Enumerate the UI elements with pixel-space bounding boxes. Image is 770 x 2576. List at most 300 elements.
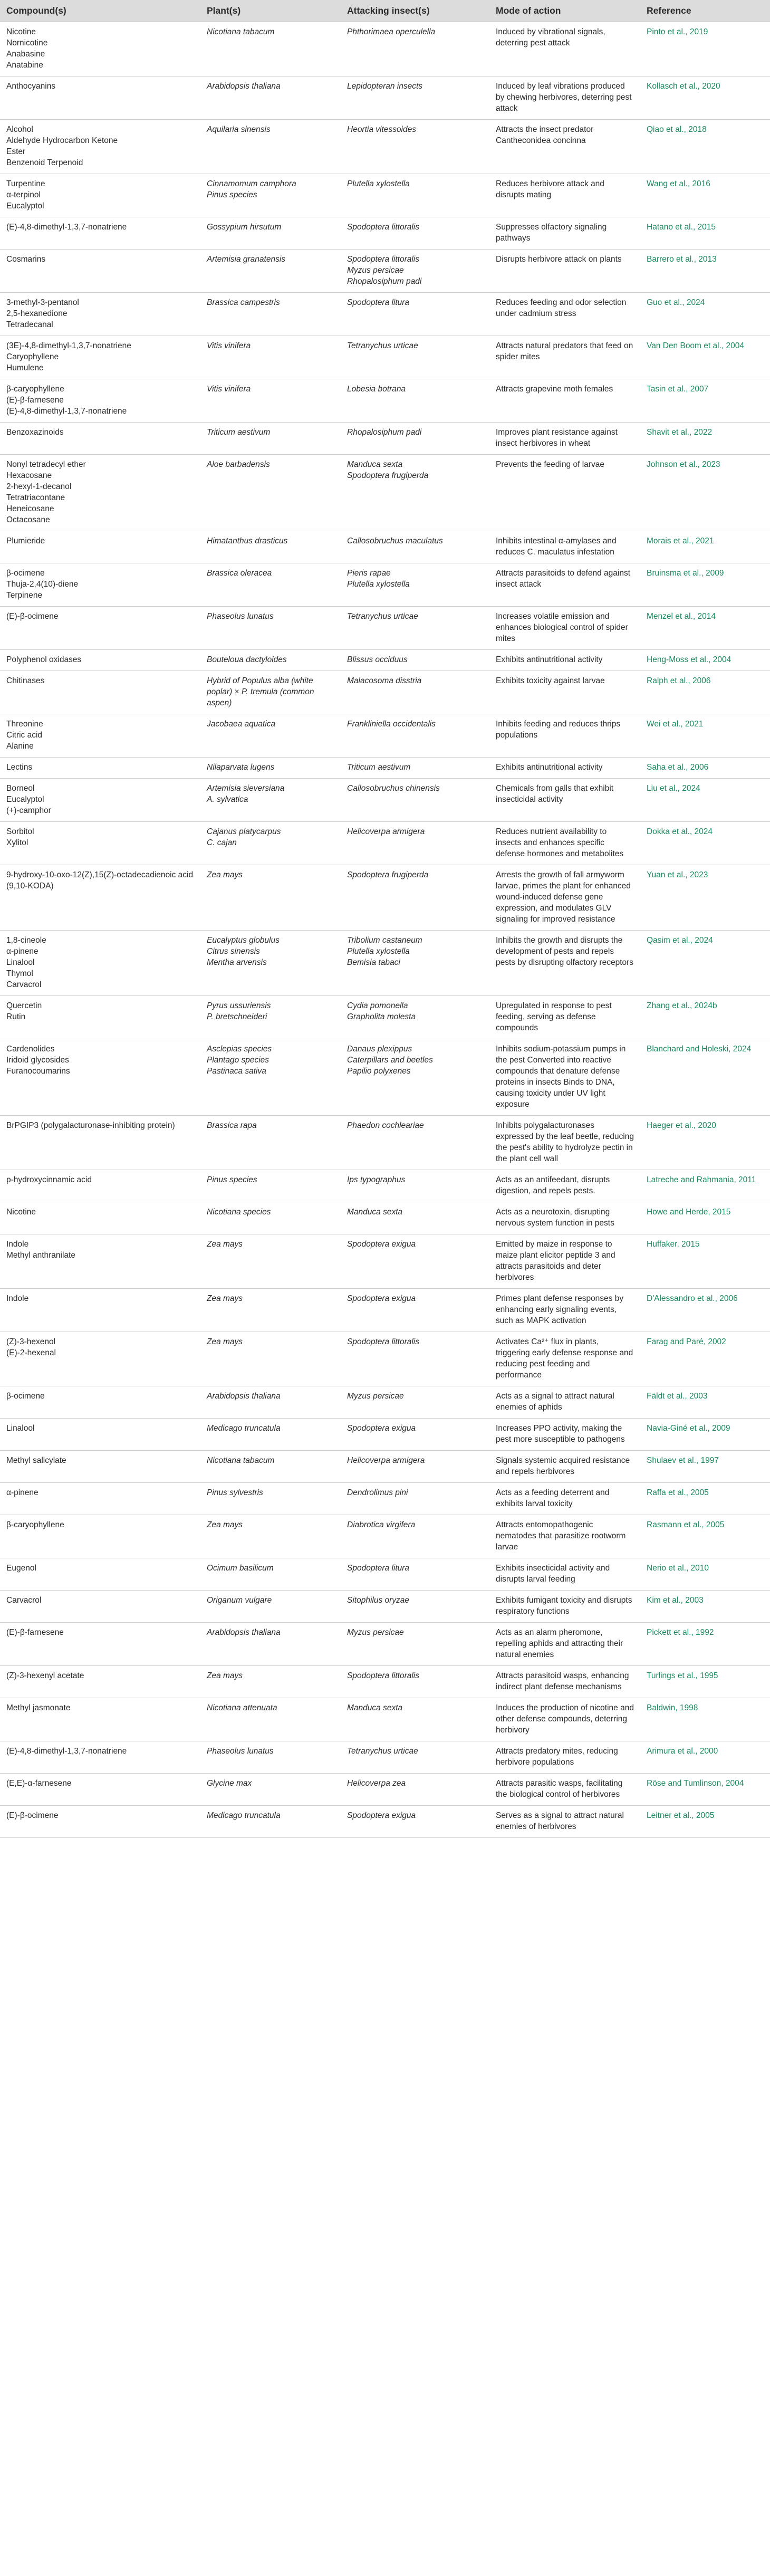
reference-link[interactable]: Van Den Boom et al., 2004 (647, 341, 744, 350)
cell-insects (341, 120, 489, 174)
reference-link[interactable]: Arimura et al., 2000 (647, 1747, 718, 1756)
reference-link[interactable]: Shavit et al., 2022 (647, 428, 713, 437)
cell-plants-line: Jacobaea aquatica (207, 720, 276, 729)
cell-plants (200, 758, 341, 779)
cell-compounds-line: Indole (6, 1240, 29, 1249)
cell-plants-line: Brassica oleracea (207, 569, 272, 578)
table-row (0, 250, 770, 293)
cell-plants-line: Phaseolus lunatus (207, 612, 274, 621)
cell-insects-line: Spodoptera littoralis (347, 1337, 419, 1346)
cell-compounds-line: Aldehyde Hydrocarbon Ketone (6, 136, 118, 145)
table-row (0, 671, 770, 714)
cell-plants (200, 1741, 341, 1774)
cell-plants-line: Himatanthus drasticus (207, 537, 288, 545)
table-row (0, 1234, 770, 1289)
cell-plants (200, 1039, 341, 1116)
cell-insects-line: Heortia vitessoides (347, 125, 416, 134)
cell-compounds-line: 9-hydroxy-10-oxo-12(Z),15(Z)-octadecadienoic acid (9,10-KODA) (6, 870, 194, 890)
cell-insects (341, 607, 489, 650)
cell-plants-line: C. cajan (207, 838, 237, 847)
cell-reference (640, 779, 770, 822)
cell-plants (200, 1483, 341, 1515)
cell-insects-line: Spodoptera exigua (347, 1424, 416, 1433)
cell-insects (341, 1202, 489, 1234)
cell-compounds-line: (3E)-4,8-dimethyl-1,3,7-nonatriene (6, 341, 131, 350)
cell-plants-line: Origanum vulgare (207, 1596, 272, 1605)
cell-insects (341, 1774, 489, 1806)
cell-plants-line: Aloe barbadensis (207, 460, 270, 469)
cell-compounds-line: Plumieride (6, 537, 45, 545)
cell-insects-line: Pieris rapae (347, 569, 391, 578)
cell-compounds (0, 714, 200, 758)
cell-insects (341, 1558, 489, 1591)
cell-insects (341, 1591, 489, 1623)
cell-plants (200, 779, 341, 822)
cell-insects-line: Spodoptera exigua (347, 1294, 416, 1303)
table-row (0, 1741, 770, 1774)
cell-plants-line: Zea mays (207, 1520, 243, 1529)
table-row (0, 1451, 770, 1483)
cell-plants (200, 1332, 341, 1386)
cell-reference (640, 76, 770, 120)
cell-plants (200, 1774, 341, 1806)
cell-insects (341, 1666, 489, 1698)
cell-insects (341, 671, 489, 714)
cell-reference (640, 1698, 770, 1741)
cell-plants (200, 822, 341, 865)
cell-mode: Attracts the insect predator Cantheconidea concinna (489, 120, 640, 174)
cell-compounds-line: (E)-4,8-dimethyl-1,3,7-nonatriene (6, 407, 127, 416)
reference-link[interactable]: D'Alessandro et al., 2006 (647, 1294, 738, 1303)
cell-compounds (0, 76, 200, 120)
cell-compounds-line: (E)-4,8-dimethyl-1,3,7-nonatriene (6, 223, 127, 232)
cell-mode: Induced by vibrational signals, deterring pest attack (489, 22, 640, 76)
cell-compounds (0, 423, 200, 455)
cell-compounds-line: 2,5-hexanedione (6, 309, 68, 318)
cell-plants (200, 217, 341, 250)
cell-insects-line: Tetranychus urticae (347, 612, 418, 621)
table-row (0, 1558, 770, 1591)
cell-compounds-line: Eucalyptol (6, 202, 44, 210)
cell-mode: Acts as an antifeedant, disrupts digestion, and repels pests. (489, 1170, 640, 1202)
cell-plants-line: Pinus sylvestris (207, 1488, 263, 1497)
cell-plants-line: Brassica rapa (207, 1121, 257, 1130)
cell-plants-line: Gossypium hirsutum (207, 223, 282, 232)
table-row (0, 563, 770, 607)
reference-link[interactable]: Wei et al., 2021 (647, 720, 704, 729)
reference-link[interactable]: Ralph et al., 2006 (647, 676, 711, 685)
cell-mode: Induced by leaf vibrations produced by chewing herbivores, deterring pest attack (489, 76, 640, 120)
cell-insects (341, 217, 489, 250)
cell-reference (640, 1483, 770, 1515)
cell-plants-line: Ocimum basilicum (207, 1564, 274, 1573)
cell-insects-line: Tetranychus urticae (347, 341, 418, 350)
table-body (0, 22, 770, 1838)
cell-compounds (0, 1483, 200, 1515)
table-row (0, 1170, 770, 1202)
table-row (0, 423, 770, 455)
cell-mode: Inhibits polygalacturonases expressed by the leaf beetle, reducing the pest's ability to hydrolyze pectin in the plant cell wall (489, 1116, 640, 1170)
cell-plants (200, 1623, 341, 1666)
cell-insects (341, 379, 489, 423)
cell-insects (341, 1483, 489, 1515)
table-header-row (0, 0, 770, 22)
reference-link[interactable]: Tasin et al., 2007 (647, 385, 709, 394)
reference-link[interactable]: Johnson et al., 2023 (647, 460, 720, 469)
cell-mode: Attracts parasitoids to defend against insect attack (489, 563, 640, 607)
cell-insects-line: Sitophilus oryzae (347, 1596, 410, 1605)
cell-compounds (0, 1419, 200, 1451)
cell-plants-line: Mentha arvensis (207, 958, 267, 967)
cell-compounds (0, 1666, 200, 1698)
cell-reference (640, 22, 770, 76)
reference-link[interactable]: Yuan et al., 2023 (647, 870, 708, 879)
cell-insects-line: Tetranychus urticae (347, 1747, 418, 1756)
cell-insects (341, 822, 489, 865)
reference-link[interactable]: Turlings et al., 1995 (647, 1671, 718, 1680)
cell-insects-line: Spodoptera exigua (347, 1240, 416, 1249)
reference-link[interactable]: Wang et al., 2016 (647, 179, 710, 188)
cell-plants (200, 996, 341, 1039)
cell-insects-line: Spodoptera litura (347, 1564, 410, 1573)
cell-insects (341, 1698, 489, 1741)
reference-link[interactable]: Raffa et al., 2005 (647, 1488, 709, 1497)
cell-compounds (0, 174, 200, 217)
cell-compounds-line: Anthocyanins (6, 82, 56, 91)
cell-insects (341, 250, 489, 293)
reference-link[interactable]: Hatano et al., 2015 (647, 223, 716, 232)
table-row (0, 1666, 770, 1698)
cell-compounds-line: β-ocimene (6, 1392, 45, 1401)
cell-reference (640, 671, 770, 714)
cell-insects-line: Tribolium castaneum (347, 936, 422, 945)
table-row (0, 822, 770, 865)
cell-compounds-line: Turpentine (6, 179, 45, 188)
cell-plants-line: Eucalyptus globulus (207, 936, 280, 945)
cell-compounds-line: (E)-2-hexenal (6, 1348, 56, 1357)
cell-insects-line: Papilio polyxenes (347, 1067, 411, 1076)
cell-compounds (0, 1386, 200, 1419)
cell-compounds-line: 2-hexyl-1-decanol (6, 482, 72, 491)
cell-compounds-line: α-terpinol (6, 190, 41, 199)
cell-insects-line: Cydia pomonella (347, 1001, 408, 1010)
cell-compounds (0, 865, 200, 931)
cell-insects-line: Helicoverpa zea (347, 1779, 406, 1788)
reference-link[interactable]: Baldwin, 1998 (647, 1703, 698, 1712)
table-row (0, 1332, 770, 1386)
reference-link[interactable]: Pinto et al., 2019 (647, 27, 708, 36)
cell-reference (640, 1774, 770, 1806)
cell-compounds-line: α-pinene (6, 1488, 38, 1497)
reference-link[interactable]: Rasmann et al., 2005 (647, 1520, 725, 1529)
cell-compounds-line: Nornicotine (6, 39, 48, 47)
cell-compounds-line: Xylitol (6, 838, 28, 847)
reference-link[interactable]: Shulaev et al., 1997 (647, 1456, 719, 1465)
reference-link[interactable]: Blanchard and Holeski, 2024 (647, 1045, 752, 1054)
reference-link[interactable]: Bruinsma et al., 2009 (647, 569, 724, 578)
cell-plants-line: Zea mays (207, 870, 243, 879)
cell-insects (341, 1039, 489, 1116)
reference-link[interactable]: Haeger et al., 2020 (647, 1121, 716, 1130)
table-row (0, 1623, 770, 1666)
cell-mode: Primes plant defense responses by enhancing early signaling events, such as MAPK activation (489, 1289, 640, 1332)
table-row (0, 455, 770, 531)
cell-compounds-line: β-ocimene (6, 569, 45, 578)
cell-insects-line: Spodoptera exigua (347, 1811, 416, 1820)
cell-plants-line: Vitis vinifera (207, 341, 251, 350)
cell-compounds (0, 1591, 200, 1623)
cell-insects-line: Spodoptera littoralis (347, 1671, 419, 1680)
cell-insects-line: Diabrotica virgifera (347, 1520, 416, 1529)
cell-reference (640, 423, 770, 455)
table-row (0, 779, 770, 822)
cell-plants (200, 1116, 341, 1170)
table-row (0, 650, 770, 671)
cell-compounds (0, 336, 200, 379)
header-insects: Attacking insect(s) (341, 0, 489, 22)
cell-mode: Acts as a feeding deterrent and exhibits larval toxicity (489, 1483, 640, 1515)
cell-plants-line: Bouteloua dactyloides (207, 655, 287, 664)
cell-insects-line: Spodoptera frugiperda (347, 471, 429, 480)
reference-link[interactable]: Huffaker, 2015 (647, 1240, 700, 1249)
cell-compounds-line: Methyl jasmonate (6, 1703, 71, 1712)
cell-plants-line: Asclepias species (207, 1045, 272, 1054)
cell-mode: Exhibits antinutritional activity (489, 650, 640, 671)
cell-reference (640, 120, 770, 174)
cell-mode: Arrests the growth of fall armyworm larvae, primes the plant for enhanced wound-induced defense gene expression, and modulates GLV signaling for improved resistance (489, 865, 640, 931)
cell-insects-line: Helicoverpa armigera (347, 1456, 425, 1465)
cell-insects-line: Rhopalosiphum padi (347, 277, 422, 286)
cell-mode: Chemicals from galls that exhibit insecticidal activity (489, 779, 640, 822)
cell-reference (640, 650, 770, 671)
reference-link[interactable]: Howe and Herde, 2015 (647, 1208, 731, 1217)
cell-compounds (0, 1774, 200, 1806)
cell-plants (200, 865, 341, 931)
cell-plants-line: Artemisia granatensis (207, 255, 286, 264)
cell-insects (341, 996, 489, 1039)
cell-reference (640, 1116, 770, 1170)
cell-compounds-line: Benzoxazinoids (6, 428, 64, 437)
cell-compounds-line: (Z)-3-hexenol (6, 1337, 56, 1346)
cell-insects-line: Spodoptera littoralis (347, 255, 419, 264)
cell-compounds-line: Caryophyllene (6, 352, 59, 361)
table-row (0, 931, 770, 996)
cell-mode: Exhibits fumigant toxicity and disrupts respiratory functions (489, 1591, 640, 1623)
cell-insects-line: Plutella xylostella (347, 580, 410, 589)
cell-plants (200, 76, 341, 120)
cell-compounds-line: Cardenolides (6, 1045, 55, 1054)
cell-compounds-line: β-caryophyllene (6, 385, 64, 394)
cell-compounds (0, 531, 200, 563)
cell-mode: Prevents the feeding of larvae (489, 455, 640, 531)
reference-link[interactable]: Latreche and Rahmania, 2011 (647, 1175, 756, 1184)
reference-link[interactable]: Guo et al., 2024 (647, 298, 705, 307)
cell-plants-line: Arabidopsis thaliana (207, 1628, 281, 1637)
cell-compounds-line: Tetratriacontane (6, 493, 65, 502)
cell-insects-line: Callosobruchus chinensis (347, 784, 440, 793)
cell-reference (640, 1451, 770, 1483)
reference-link[interactable]: Röse and Tumlinson, 2004 (647, 1779, 744, 1788)
cell-compounds-line: Tetradecanal (6, 320, 53, 329)
cell-compounds-line: Linalool (6, 958, 35, 967)
reference-link[interactable]: Kim et al., 2003 (647, 1596, 704, 1605)
cell-compounds-line: Heneicosane (6, 504, 54, 513)
cell-mode: Upregulated in response to pest feeding, serving as defense compounds (489, 996, 640, 1039)
cell-insects (341, 779, 489, 822)
cell-compounds (0, 822, 200, 865)
cell-compounds-line: β-caryophyllene (6, 1520, 64, 1529)
cell-mode: Emitted by maize in response to maize plant elicitor peptide 3 and attracts parasitoids and deter herbivores (489, 1234, 640, 1289)
cell-compounds-line: α-pinene (6, 947, 38, 956)
cell-mode: Inhibits sodium-potassium pumps in the pest Converted into reactive compounds that denature defense proteins in insects Binds to DNA, causing toxicity under UV light exposure (489, 1039, 640, 1116)
cell-insects-line: Plutella xylostella (347, 947, 410, 956)
reference-link[interactable]: Nerio et al., 2010 (647, 1564, 709, 1573)
cell-insects-line: Spodoptera littoralis (347, 223, 419, 232)
reference-link[interactable]: Barrero et al., 2013 (647, 255, 717, 264)
reference-link[interactable]: Leitner et al., 2005 (647, 1811, 715, 1820)
cell-insects-line: Plutella xylostella (347, 179, 410, 188)
cell-compounds-line: (E)-β-farnesene (6, 396, 64, 405)
cell-plants-line: Brassica campestris (207, 298, 280, 307)
cell-reference (640, 379, 770, 423)
cell-insects (341, 1515, 489, 1558)
reference-link[interactable]: Qiao et al., 2018 (647, 125, 707, 134)
reference-link[interactable]: Fäldt et al., 2003 (647, 1392, 708, 1401)
cell-insects (341, 650, 489, 671)
cell-plants-line: Cajanus platycarpus (207, 827, 281, 836)
table-row (0, 607, 770, 650)
cell-compounds-line: p-hydroxycinnamic acid (6, 1175, 92, 1184)
cell-plants (200, 531, 341, 563)
cell-plants (200, 650, 341, 671)
table-row (0, 120, 770, 174)
cell-mode: Acts as an alarm pheromone, repelling aphids and attracting their natural enemies (489, 1623, 640, 1666)
cell-plants-line: Zea mays (207, 1337, 243, 1346)
cell-compounds-line: (E)-4,8-dimethyl-1,3,7-nonatriene (6, 1747, 127, 1756)
reference-link[interactable]: Menzel et al., 2014 (647, 612, 716, 621)
cell-compounds (0, 650, 200, 671)
cell-compounds-line: Ester (6, 147, 26, 156)
cell-insects-line: Spodoptera litura (347, 298, 410, 307)
table-row (0, 1116, 770, 1170)
reference-link[interactable]: Zhang et al., 2024b (647, 1001, 717, 1010)
cell-compounds (0, 1234, 200, 1289)
cell-plants (200, 336, 341, 379)
cell-compounds-line: Alanine (6, 742, 34, 751)
cell-plants (200, 1806, 341, 1838)
cell-compounds-line: Thuja-2,4(10)-diene (6, 580, 79, 589)
cell-mode: Attracts parasitic wasps, facilitating the biological control of herbivores (489, 1774, 640, 1806)
cell-mode: Acts as a signal to attract natural enemies of aphids (489, 1386, 640, 1419)
cell-plants-line: Cinnamomum camphora (207, 179, 296, 188)
cell-insects (341, 865, 489, 931)
cell-compounds (0, 120, 200, 174)
cell-compounds (0, 293, 200, 336)
cell-plants-line: Aquilaria sinensis (207, 125, 271, 134)
reference-link[interactable]: Qasim et al., 2024 (647, 936, 713, 945)
cell-plants (200, 1515, 341, 1558)
cell-compounds-line: Methyl anthranilate (6, 1251, 75, 1260)
cell-mode: Inhibits feeding and reduces thrips populations (489, 714, 640, 758)
cell-compounds-line: Sorbitol (6, 827, 34, 836)
cell-mode: Reduces feeding and odor selection under cadmium stress (489, 293, 640, 336)
cell-reference (640, 758, 770, 779)
reference-link[interactable]: Navia-Giné et al., 2009 (647, 1424, 730, 1433)
cell-insects (341, 1234, 489, 1289)
header-compounds: Compound(s) (0, 0, 200, 22)
cell-insects-line: Callosobruchus maculatus (347, 537, 443, 545)
cell-reference (640, 931, 770, 996)
cell-insects (341, 758, 489, 779)
cell-compounds (0, 1451, 200, 1483)
cell-reference (640, 1666, 770, 1698)
cell-compounds-line: Hexacosane (6, 471, 52, 480)
cell-plants-line: Triticum aestivum (207, 428, 271, 437)
cell-reference (640, 1039, 770, 1116)
cell-plants (200, 714, 341, 758)
cell-plants-line: Nicotiana tabacum (207, 1456, 275, 1465)
cell-insects-line: Spodoptera frugiperda (347, 870, 429, 879)
cell-plants (200, 293, 341, 336)
reference-link[interactable]: Pickett et al., 1992 (647, 1628, 714, 1637)
cell-plants-line: Pyrus ussuriensis (207, 1001, 271, 1010)
cell-compounds-line: (+)-camphor (6, 806, 51, 815)
cell-mode: Increases volatile emission and enhances biological control of spider mites (489, 607, 640, 650)
reference-link[interactable]: Morais et al., 2021 (647, 537, 714, 545)
cell-compounds-line: Terpinene (6, 591, 43, 600)
reference-link[interactable]: Farag and Paré, 2002 (647, 1337, 726, 1346)
cell-reference (640, 293, 770, 336)
cell-insects-line: Myzus persicae (347, 1628, 404, 1637)
cell-mode: Exhibits toxicity against larvae (489, 671, 640, 714)
reference-link[interactable]: Kollasch et al., 2020 (647, 82, 720, 91)
cell-reference (640, 865, 770, 931)
cell-plants (200, 379, 341, 423)
table-row (0, 1806, 770, 1838)
reference-link[interactable]: Saha et al., 2006 (647, 763, 709, 772)
reference-link[interactable]: Heng-Moss et al., 2004 (647, 655, 732, 664)
cell-reference (640, 1234, 770, 1289)
cell-reference (640, 714, 770, 758)
table-row (0, 1386, 770, 1419)
cell-plants-line: Phaseolus lunatus (207, 1747, 274, 1756)
cell-reference (640, 1806, 770, 1838)
reference-link[interactable]: Liu et al., 2024 (647, 784, 700, 793)
cell-compounds-line: Iridoid glycosides (6, 1056, 69, 1065)
cell-compounds-line: (E)-β-farnesene (6, 1628, 64, 1637)
cell-compounds-line: Furanocoumarins (6, 1067, 70, 1076)
cell-insects-line: Malacosoma disstria (347, 676, 422, 685)
reference-link[interactable]: Dokka et al., 2024 (647, 827, 713, 836)
cell-compounds (0, 931, 200, 996)
cell-mode: Reduces herbivore attack and disrupts mating (489, 174, 640, 217)
cell-insects-line: Grapholita molesta (347, 1012, 416, 1021)
cell-compounds-line: (E)-β-ocimene (6, 612, 59, 621)
cell-insects (341, 1623, 489, 1666)
cell-reference (640, 1332, 770, 1386)
cell-insects-line: Lepidopteran insects (347, 82, 423, 91)
table-row (0, 22, 770, 76)
cell-insects (341, 1116, 489, 1170)
cell-compounds (0, 996, 200, 1039)
table-row (0, 996, 770, 1039)
cell-mode: Increases PPO activity, making the pest more susceptible to pathogens (489, 1419, 640, 1451)
cell-insects (341, 1332, 489, 1386)
cell-plants (200, 1386, 341, 1419)
cell-insects (341, 293, 489, 336)
cell-reference (640, 1741, 770, 1774)
cell-plants-line: Nicotiana attenuata (207, 1703, 277, 1712)
